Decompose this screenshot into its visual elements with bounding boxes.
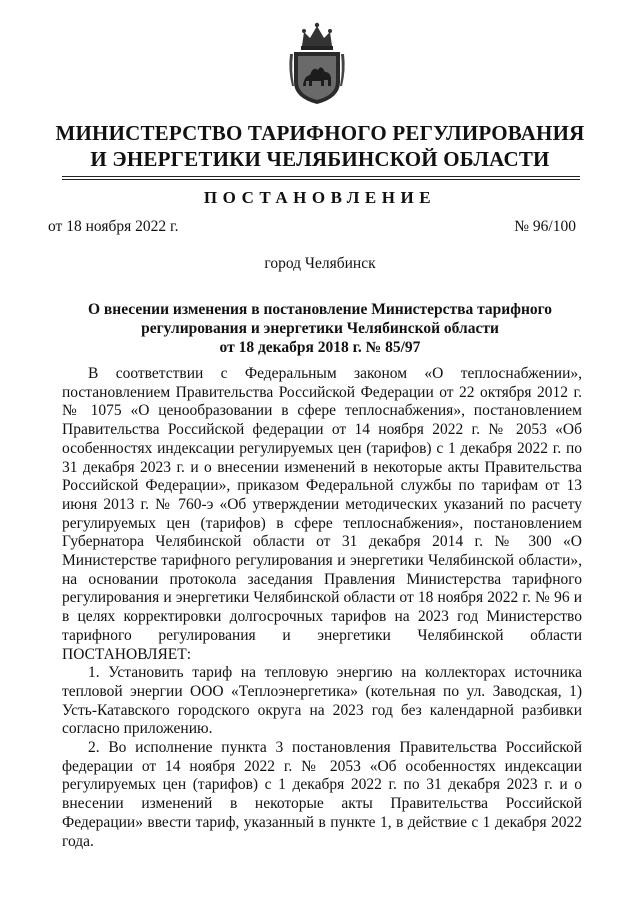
subject-line-2: регулирования и энергетики Челябинской области: [141, 320, 499, 337]
document-date: от 18 ноября 2022 г.: [48, 218, 179, 235]
ministry-name-line-1: МИНИСТЕРСТВО ТАРИФНОГО РЕГУЛИРОВАНИЯ: [55, 121, 585, 145]
document-city: город Челябинск: [264, 255, 376, 272]
document-number: № 96/100: [514, 218, 576, 235]
subject-line-3: от 18 декабря 2018 г. № 85/97: [219, 339, 421, 356]
header-divider-thin-2: [62, 179, 580, 180]
subject-line-1: О внесении изменения в постановление Министерства тарифного: [87, 301, 553, 318]
document-type-heading: ПОСТАНОВЛЕНИЕ: [203, 188, 437, 207]
document-body: [62, 365, 582, 851]
ministry-name-line-2: И ЭНЕРГЕТИКИ ЧЕЛЯБИНСКОЙ ОБЛАСТИ: [90, 147, 550, 171]
item-1-paragraph: 1. Установить тариф на тепловую энергию на коллекторах источника тепловой энергии ООО «Теплоэнергетика» (котельная по ул. Заводская, 1) Усть-Катавского городского округа на 2023 год без календарной разбивки согласно приложению.: [62, 664, 582, 738]
coat-of-arms-icon: [288, 20, 346, 106]
header-divider-thin: [62, 176, 580, 177]
item-2-paragraph: 2. Во исполнение пункта 3 постановления Правительства Российской федерации от 14 ноября 2022 г. № 2053 «Об особенностях индексации регулируемых цен (тарифов) с 1 декабря 2022 г. по 31 декабря 2023 г. и о внесении изменений в некоторые акты Правительства Российской Федерации» ввести тариф, указанный в пункте 1, в действие с 1 декабря 2022 года.: [62, 739, 582, 850]
preamble-paragraph: В соответствии с Федеральным законом «О теплоснабжении», постановлением Правительства Российской Федерации от 22 октября 2012 г. № 1075 «О ценообразовании в сфере теплоснабжения», постановлением Правительства Российской федерации от 14 ноября 2022 г. № 2053 «Об особенностях индексации регулируемых цен (тарифов) с 1 декабря 2022 г. по 31 декабря 2023 г. и о внесении изменений в некоторые акты Правительства Российской Федерации», приказом Федеральной службы по тарифам от 13 июня 2013 г. № 760-э «Об утверждении методических указаний по расчету регулируемых цен (тарифов) в сфере теплоснабжения», постановлением Губернатора Челябинской области от 31 декабря 2014 г. № 300 «О Министерстве тарифного регулирования и энергетики Челябинской области», на основании протокола заседания Правления Министерства тарифного регулирования и энергетики Челябинской области от 18 ноября 2022 г. № 96 и в целях корректировки долгосрочных тарифов на 2023 год Министерство тарифного регулирования и энергетики Челябинской области ПОСТАНОВЛЯЕТ:: [62, 365, 582, 663]
document-subject: [60, 300, 580, 357]
